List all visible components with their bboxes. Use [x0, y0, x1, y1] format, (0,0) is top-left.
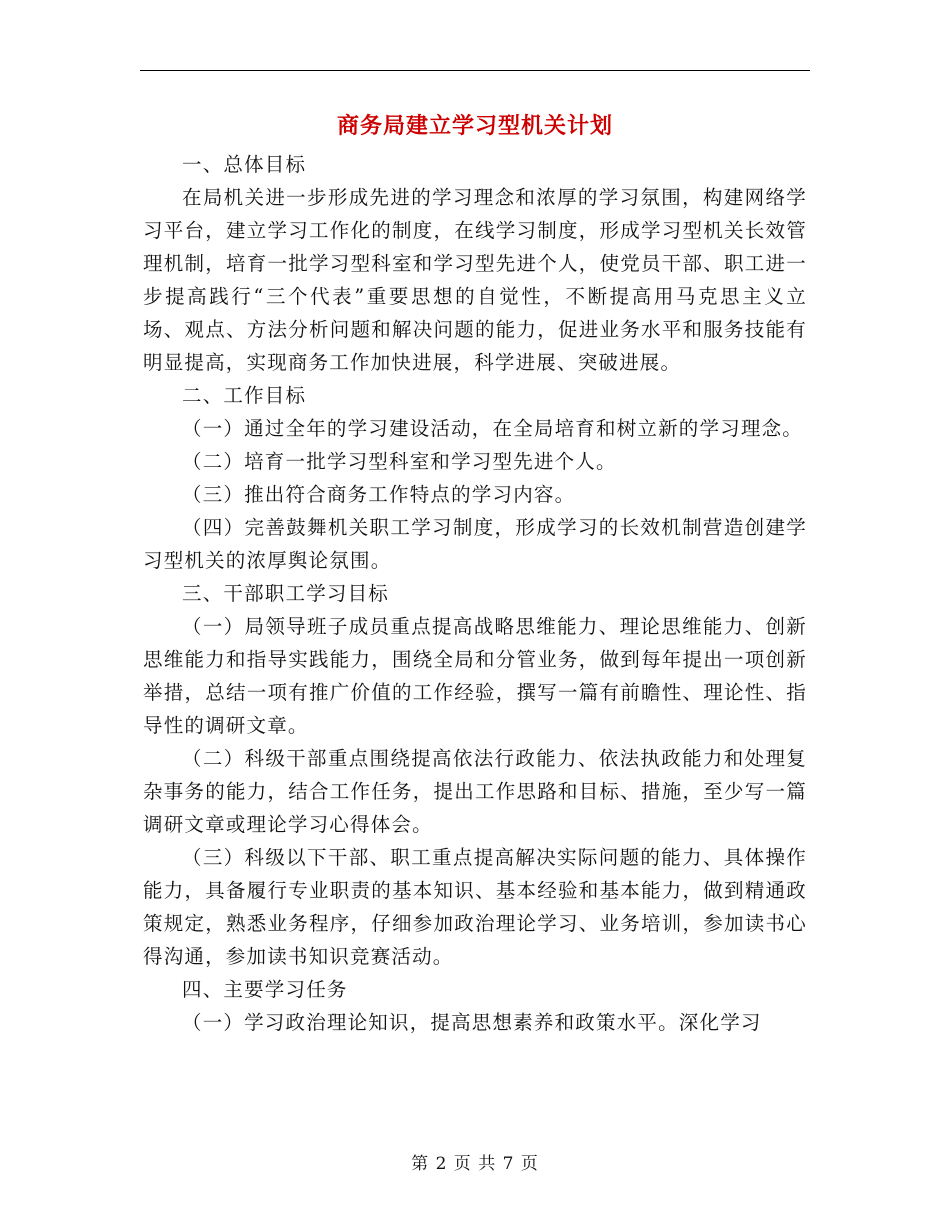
header-rule — [140, 70, 810, 71]
page-footer — [0, 1152, 950, 1176]
paragraph: 在局机关进一步形成先进的学习理念和浓厚的学习氛围，构建网络学习平台，建立学习工作化的制度，在线学习制度，形成学习型机关长效管理机制，培育一批学习型科室和学习型先进个人，使党员干部、职工进一步提高践行“三个代表”重要思想的自觉性，不断提高用马克思主义立场、观点、方法分析问题和解决问题的能力，促进业务水平和服务技能有明显提高，实现商务工作加快进展，科学进展、突破进展。 — [143, 186, 807, 374]
page-label-suffix: 页 — [520, 1154, 539, 1174]
section-heading-staff-goals: 三、干部职工学习目标 — [182, 582, 390, 605]
paragraph: （一）局领导班子成员重点提高战略思维能力、理论思维能力、创新思维能力和指导实践能力，围绕全局和分管业务，做到每年提出一项创新举措，总结一项有推广价值的工作经验，撰写一篇有前瞻性、理论性、指导性的调研文章。 — [143, 615, 807, 737]
paragraph: （二）科级干部重点围绕提高依法行政能力、依法执政能力和处理复杂事务的能力，结合工作任务，提出工作思路和目标、措施，至少写一篇调研文章或理论学习心得体会。 — [143, 747, 807, 836]
page-label-prefix: 第 — [411, 1154, 430, 1174]
paragraph: （一）学习政治理论知识，提高思想素养和政策水平。深化学习 — [182, 1011, 762, 1034]
paragraph: （一）通过全年的学习建设活动，在全局培育和树立新的学习理念。 — [182, 417, 804, 440]
section-heading-main-tasks: 四、主要学习任务 — [182, 978, 348, 1001]
total-pages-number: 7 — [502, 1154, 515, 1174]
paragraph: （三）科级以下干部、职工重点提高解决实际问题的能力、具体操作能力，具备履行专业职责的基本知识、基本经验和基本能力，做到精通政策规定，熟悉业务程序，仔细参加政治理论学习、业务培训，参加读书心得沟通，参加读书知识竞赛活动。 — [143, 846, 807, 968]
paragraph: （二）培育一批学习型科室和学习型先进个人。 — [182, 450, 617, 473]
section-heading-work-goals: 二、工作目标 — [182, 384, 307, 407]
document-title: 商务局建立学习型机关计划 — [336, 113, 613, 139]
paragraph: （三）推出符合商务工作特点的学习内容。 — [182, 483, 576, 506]
document-body — [143, 148, 807, 1039]
page-label-mid: 页 共 — [453, 1154, 497, 1174]
current-page-number: 2 — [435, 1154, 448, 1174]
paragraph: （四）完善鼓舞机关职工学习制度，形成学习的长效机制营造创建学习型机关的浓厚舆论氛围。 — [143, 516, 807, 572]
section-heading-overall-goals: 一、总体目标 — [182, 153, 307, 176]
